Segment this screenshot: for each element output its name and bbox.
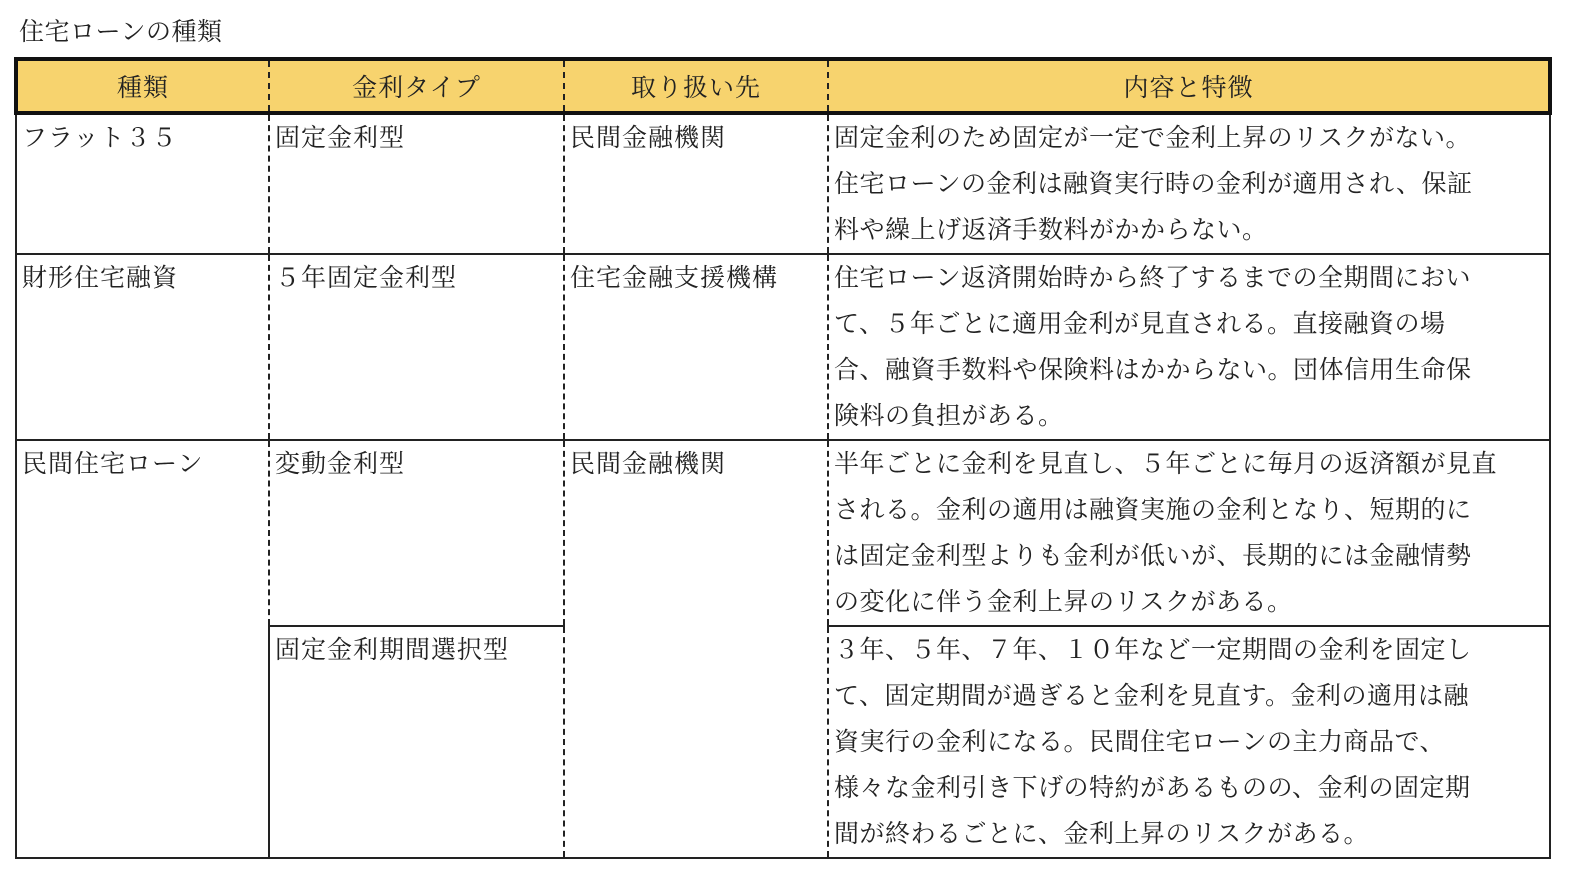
table-row [16,254,1550,440]
cell-type: フラット３５ [16,113,269,254]
content-line: 固定金利のため固定が一定で金利上昇のリスクがない。 [834,123,1472,152]
cell-type: 民間住宅ローン [16,440,269,858]
table-row [16,113,1550,254]
header-type: 種類 [16,59,269,113]
cell-content [828,440,1550,626]
cell-provider: 民間金融機関 [564,440,828,858]
header-content: 内容と特徴 [828,59,1550,113]
cell-rate-type: 変動金利型 [269,440,564,626]
cell-content [828,113,1550,254]
content-line: 半年ごとに金利を見直し、５年ごとに毎月の返済額が見直 [834,449,1498,478]
document-title: 住宅ローンの種類 [19,17,223,46]
cell-rate-type: 固定金利型 [269,113,564,254]
content-line: 険料の負担がある。 [834,401,1064,430]
content-line: 様々な金利引き下げの特約があるものの、金利の固定期 [834,773,1471,802]
content-line: て、５年ごとに適用金利が見直される。直接融資の場 [834,309,1446,338]
content-line: て、固定期間が過ぎると金利を見直す。金利の適用は融 [834,681,1470,710]
content-line: 合、融資手数料や保険料はかからない。団体信用生命保 [834,355,1472,384]
content-line: 住宅ローン返済開始時から終了するまでの全期間におい [834,263,1472,292]
header-provider: 取り扱い先 [564,59,828,113]
cell-type: 財形住宅融資 [16,254,269,440]
cell-content [828,626,1550,858]
loan-types-table [14,57,1552,859]
table-header-row [16,59,1550,113]
content-line: される。金利の適用は融資実施の金利となり、短期的に [834,495,1472,524]
cell-rate-type: ５年固定金利型 [269,254,564,440]
content-line: 住宅ローンの金利は融資実行時の金利が適用され、保証 [834,169,1473,198]
cell-provider: 住宅金融支援機構 [564,254,828,440]
cell-provider: 民間金融機関 [564,113,828,254]
content-line: は固定金利型よりも金利が低いが、長期的には金融情勢 [834,541,1472,570]
content-line: 資実行の金利になる。民間住宅ローンの主力商品で、 [834,727,1446,756]
content-line: 料や繰上げ返済手数料がかからない。 [834,215,1268,244]
table-row [16,440,1550,626]
cell-rate-type: 固定金利期間選択型 [269,626,564,858]
content-line: ３年、５年、７年、１０年など一定期間の金利を固定し [834,635,1472,664]
cell-content [828,254,1550,440]
content-line: 間が終わるごとに、金利上昇のリスクがある。 [834,819,1370,848]
header-rate-type: 金利タイプ [269,59,564,113]
content-line: の変化に伴う金利上昇のリスクがある。 [834,587,1293,616]
